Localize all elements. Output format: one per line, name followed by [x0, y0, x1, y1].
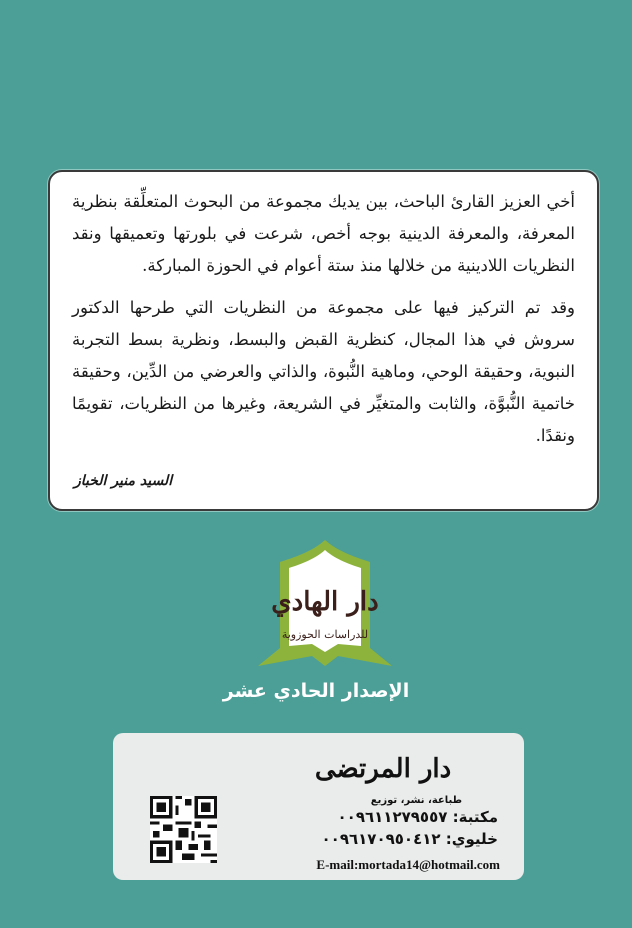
publisher-card [113, 733, 524, 880]
publisher-contact [322, 795, 498, 850]
intro-paragraph-1: أخي العزيز القارئ الباحث، بين يديك مجموعة من البحوث المتعلِّقة بنظرية المعرفة، والمعرفة الدينية بوجه أخص، شرعت في بلورتها وتعميقها ونقد النظريات اللادينية من خلالها منذ ستة أعوام في الحوزة المباركة. [72, 192, 575, 275]
publisher-logo [314, 741, 452, 791]
qr-code-icon [150, 796, 217, 863]
dar-alhadi-logo [252, 538, 398, 674]
office-label: مكتبة: [452, 808, 498, 826]
logo-name: دار الهادي [271, 587, 379, 617]
mobile-phone: ٠٠٩٦١٧٠٩٥٠٤١٢ [321, 830, 441, 848]
office-phone-row [322, 806, 498, 828]
publisher-email: E-mail:mortada14@hotmail.com [316, 857, 500, 872]
intro-text-box [48, 170, 599, 511]
logo-subtitle: للدراسات الحوزوية [281, 628, 369, 641]
publisher-tagline: طباعة، نشر، توزيع [370, 795, 462, 806]
mobile-label: خليوي: [445, 830, 498, 848]
office-phone: ٠٠٩٦١١٢٧٩٥٥٧ [337, 808, 448, 826]
mobile-phone-row [322, 828, 498, 850]
edition-label: الإصدار الحادي عشر [222, 680, 410, 702]
intro-paragraph-2: وقد تم التركيز فيها على مجموعة من النظريات التي طرحها الدكتور سروش في هذا المجال، كنظرية القبض والبسط، ونظرية بسط التجربة النبوية، وحقيقة الوحي، وماهية النُّبوة، والذاتي والعرضي من الدِّين، وحقيقة خاتمية النُّبوَّة، والثابت والمتغيِّر في الشريعة، وغيرها من النظريات، تقويمًا ونقدًا. [72, 298, 575, 445]
publisher-name: دار المرتضى [314, 754, 452, 784]
author-signature: السيد منير الخباز [74, 473, 173, 489]
